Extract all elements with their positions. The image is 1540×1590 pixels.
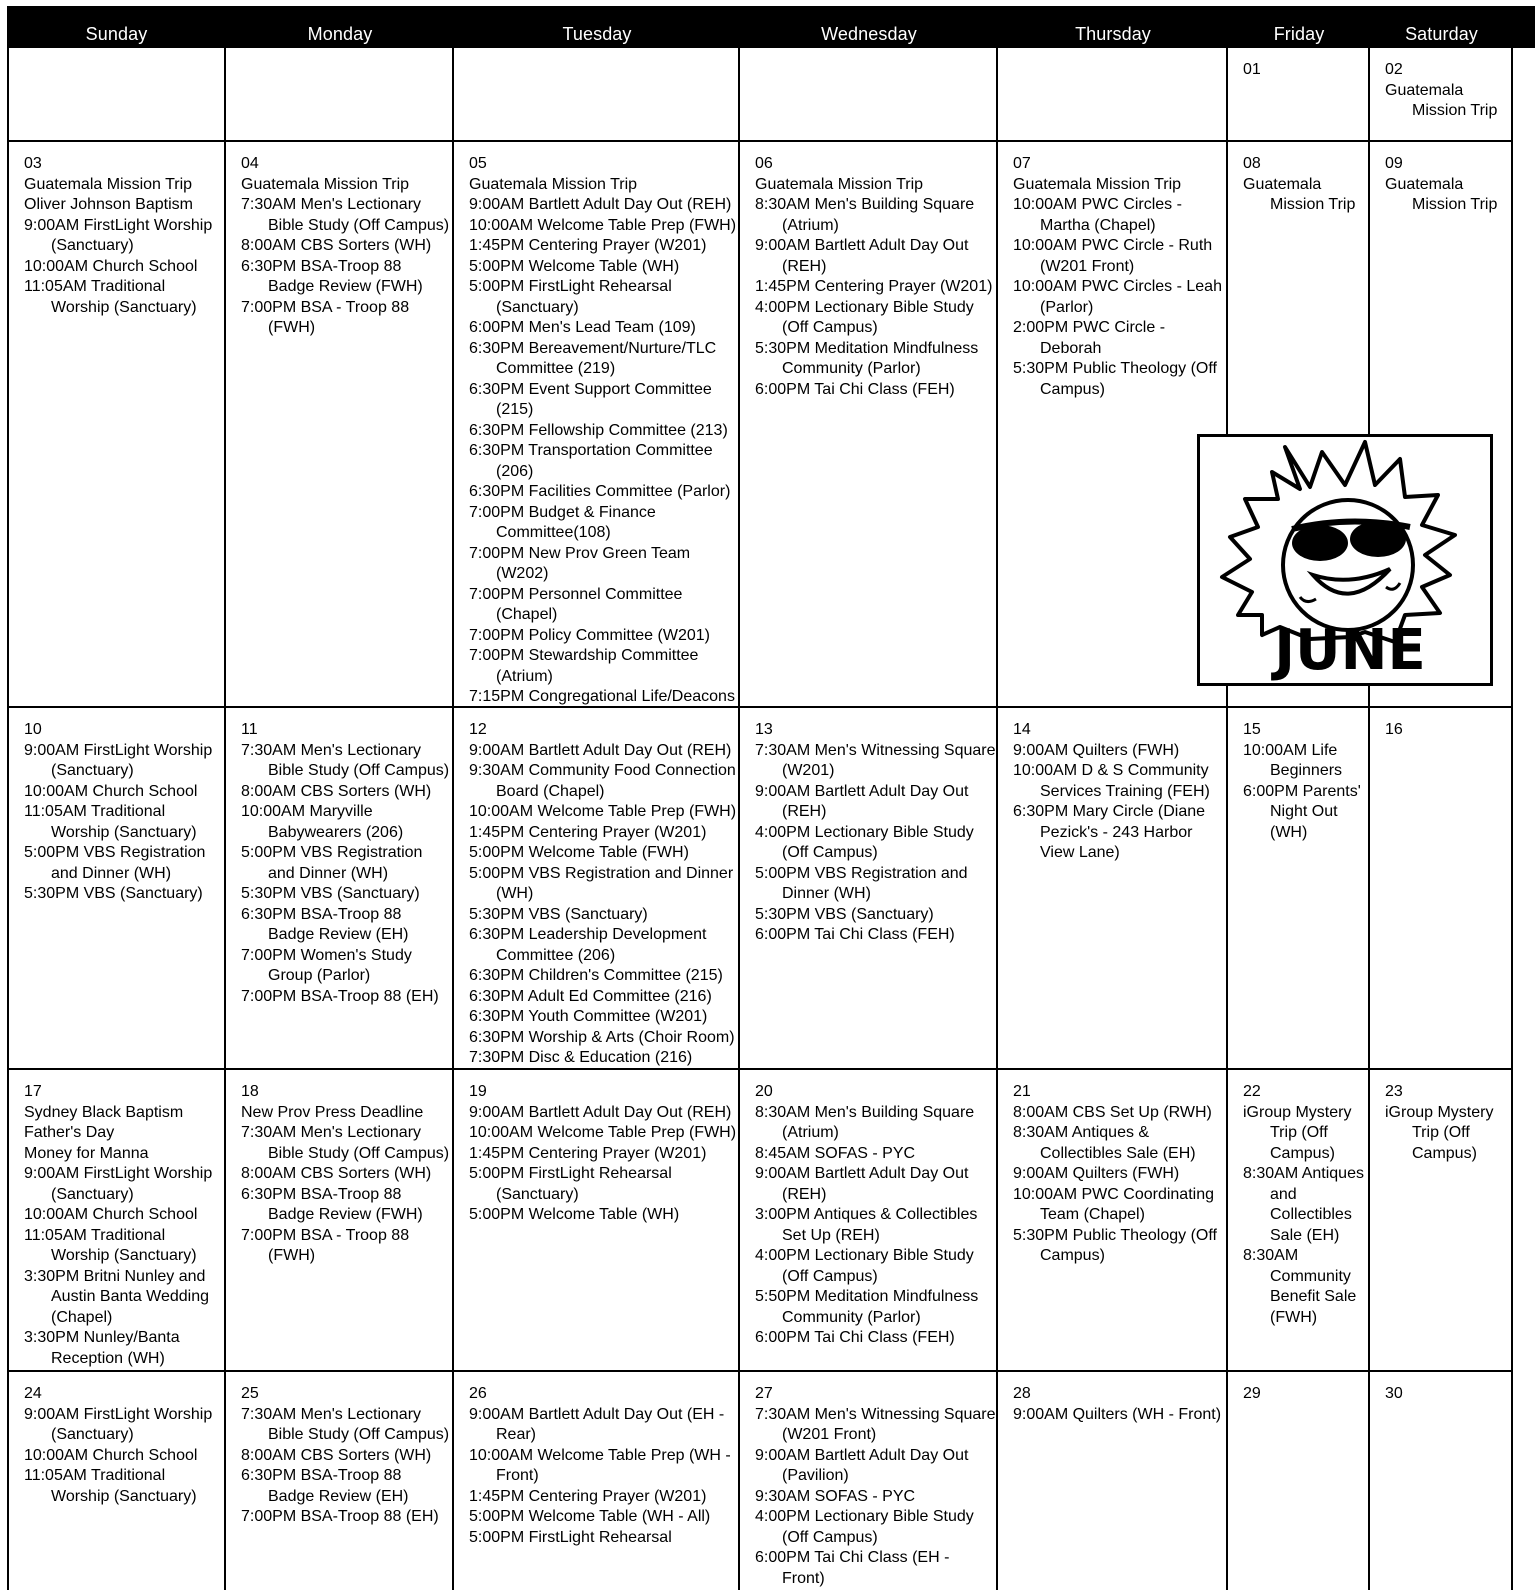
day-cell (454, 48, 740, 142)
calendar-event: 9:00AM Bartlett Adult Day Out (REH) (755, 782, 969, 820)
calendar-event: 6:30PM BSA-Troop 88 Badge Review (EH) (241, 905, 409, 943)
calendar-event: 10:00AM Church School (24, 1446, 198, 1464)
calendar-event: 9:00AM Quilters (FWH) (1013, 741, 1180, 759)
calendar-event: 10:00AM PWC Circle - Ruth (W201 Front) (1013, 237, 1213, 275)
calendar-event: 5:00PM VBS Registration and Dinner (WH) (241, 844, 423, 882)
calendar-event: 5:00PM Welcome Table (WH) (469, 1206, 680, 1223)
day-cell (740, 48, 998, 142)
calendar-event: 5:30PM VBS (Sanctuary) (469, 905, 648, 923)
calendar-event: 9:00AM FirstLight Worship (Sanctuary) (24, 1405, 213, 1443)
day-cell (740, 1070, 998, 1372)
calendar-event: 1:45PM Centering Prayer (W201) (469, 823, 707, 841)
calendar-event: 10:00AM Welcome Table Prep (FWH) (469, 216, 737, 234)
calendar-event: 6:00PM Parents' Night Out (WH) (1243, 782, 1361, 841)
day-number: 13 (755, 721, 773, 738)
day-number: 27 (755, 1385, 773, 1402)
calendar-event: 11:05AM Traditional Worship (Sanctuary) (24, 1467, 197, 1505)
day-cell (226, 48, 454, 142)
calendar-event: 5:00PM VBS Registration and Dinner (WH) (469, 864, 734, 902)
day-number: 08 (1243, 155, 1261, 172)
day-number: 24 (24, 1385, 42, 1402)
calendar-event: 7:00PM Stewardship Committee (Atrium) (469, 647, 699, 685)
calendar (7, 6, 1535, 1590)
calendar-event: Guatemala Mission Trip (1385, 175, 1498, 213)
calendar-event: 5:00PM FirstLight Rehearsal (469, 1528, 672, 1546)
calendar-event: Father's Day (24, 1124, 115, 1141)
calendar-event: 9:00AM Bartlett Adult Day Out (REH) (755, 237, 969, 275)
calendar-event: Money for Manna (24, 1144, 149, 1162)
calendar-event: 5:00PM Welcome Table (WH - All) (469, 1508, 711, 1525)
calendar-event: 11:05AM Traditional Worship (Sanctuary) (24, 278, 197, 316)
calendar-event: New Prov Press Deadline (241, 1103, 424, 1121)
day-cell (226, 142, 454, 708)
day-cell (998, 48, 1228, 142)
calendar-event: 1:45PM Centering Prayer (W201) (469, 1487, 707, 1505)
calendar-event: 4:00PM Lectionary Bible Study (Off Campus) (755, 823, 974, 861)
calendar-event: 6:30PM Youth Committee (W201) (469, 1008, 708, 1025)
calendar-event: 9:00AM Bartlett Adult Day Out (REH) (469, 741, 732, 759)
day-number: 30 (1385, 1385, 1403, 1402)
calendar-event: 6:00PM Tai Chi Class (FEH) (755, 926, 955, 943)
day-cell (740, 708, 998, 1070)
calendar-event: 7:30PM Disc & Education (216) (469, 1049, 693, 1066)
weekday-monday: Monday (307, 24, 373, 44)
calendar-event: 6:30PM Children's Committee (215) (469, 967, 723, 984)
calendar-event: 9:00AM Quilters (WH - Front) (1013, 1405, 1222, 1423)
day-cell (1228, 1372, 1370, 1590)
calendar-event: 5:30PM VBS (Sanctuary) (755, 905, 934, 923)
calendar-event: 10:00AM Church School (24, 257, 198, 275)
day-number: 20 (755, 1083, 773, 1100)
day-cell (1370, 1372, 1513, 1590)
calendar-event: Sydney Black Baptism (24, 1103, 184, 1121)
calendar-event: 5:50PM Meditation Mindfulness Community (Parlor) (755, 1288, 979, 1326)
calendar-event: 7:30AM Men's Lectionary Bible Study (Off Campus) (241, 1405, 450, 1443)
day-cell (998, 1372, 1228, 1590)
calendar-event: Guatemala Mission Trip (469, 175, 638, 193)
day-cell (7, 1070, 226, 1372)
day-cell (226, 1372, 454, 1590)
calendar-event: 5:00PM VBS Registration and Dinner (WH) (24, 844, 206, 882)
logo-text: JUNE (1274, 618, 1426, 683)
day-cell (7, 48, 226, 142)
calendar-event: 7:00PM BSA - Troop 88 (FWH) (241, 1226, 410, 1264)
day-number: 02 (1385, 61, 1403, 78)
day-cell (226, 708, 454, 1070)
day-number: 14 (1013, 721, 1031, 738)
calendar-event: 8:30AM Men's Building Square (Atrium) (755, 196, 975, 234)
calendar-event: 8:00AM CBS Sorters (WH) (241, 782, 432, 800)
day-number: 10 (24, 721, 42, 738)
day-number: 15 (1243, 721, 1261, 738)
day-number: 11 (241, 721, 258, 738)
calendar-event: 7:00PM BSA-Troop 88 (EH) (241, 1508, 439, 1525)
calendar-event: 7:15PM Congregational Life/Deacons (469, 688, 735, 705)
day-cell (7, 142, 226, 708)
calendar-event: 6:30PM BSA-Troop 88 Badge Review (EH) (241, 1467, 409, 1505)
day-cell (454, 1372, 740, 1590)
day-number: 18 (241, 1083, 259, 1100)
calendar-event: 10:00AM Church School (24, 1206, 198, 1223)
calendar-event: 7:00PM New Prov Green Team (W202) (469, 544, 691, 582)
day-number: 06 (755, 155, 773, 172)
weekday-tuesday: Tuesday (562, 24, 632, 44)
calendar-event: 4:00PM Lectionary Bible Study (Off Campus) (755, 1247, 974, 1285)
calendar-event: 7:00PM Policy Committee (W201) (469, 626, 710, 644)
calendar-event: 10:00AM Maryville Babywearers (206) (241, 803, 404, 841)
calendar-event: 6:00PM Tai Chi Class (FEH) (755, 380, 955, 398)
calendar-event: 6:30PM Leadership Development Committee (206) (469, 926, 707, 964)
calendar-event: 11:05AM Traditional Worship (Sanctuary) (24, 803, 197, 841)
calendar-event: 7:30AM Men's Lectionary Bible Study (Off Campus) (241, 1124, 450, 1162)
weekday-thursday: Thursday (1075, 24, 1151, 44)
calendar-event: 10:00AM PWC Circles - Leah (Parlor) (1013, 278, 1222, 316)
calendar-event: Oliver Johnson Baptism (24, 196, 193, 213)
calendar-event: 7:30AM Men's Lectionary Bible Study (Off Campus) (241, 741, 450, 779)
day-number: 07 (1013, 155, 1031, 172)
weekday-header (7, 6, 1535, 48)
calendar-event: 10:00AM Welcome Table Prep (WH - Front) (469, 1446, 731, 1484)
calendar-event: 5:00PM FirstLight Rehearsal (Sanctuary) (469, 1165, 672, 1203)
calendar-event: 6:00PM Tai Chi Class (EH - Front) (755, 1549, 950, 1587)
calendar-event: 10:00AM Life Beginners (1243, 741, 1343, 779)
calendar-event: 8:30AM Antiques & Collectibles Sale (EH) (1013, 1124, 1196, 1162)
calendar-event: 9:00AM Bartlett Adult Day Out (Pavilion) (755, 1446, 969, 1484)
day-number: 16 (1385, 721, 1403, 738)
calendar-event: 7:00PM BSA-Troop 88 (EH) (241, 987, 439, 1005)
calendar-event: 6:30PM Mary Circle (Diane Pezick's - 243 Harbor View Lane) (1013, 803, 1206, 861)
day-cell (1370, 708, 1513, 1070)
weekday-saturday: Saturday (1405, 24, 1478, 44)
calendar-event: 6:30PM BSA-Troop 88 Badge Review (FWH) (241, 257, 423, 295)
calendar-event: 7:30AM Men's Lectionary Bible Study (Off Campus) (241, 196, 450, 234)
calendar-event: 5:30PM VBS (Sanctuary) (241, 885, 420, 902)
day-cell (998, 142, 1228, 708)
calendar-event: 6:30PM BSA-Troop 88 Badge Review (FWH) (241, 1185, 423, 1223)
june-sun-logo (1197, 434, 1493, 686)
sun-with-sunglasses-icon (1200, 437, 1490, 683)
day-number: 01 (1243, 61, 1261, 78)
calendar-event: Guatemala Mission Trip (1013, 175, 1182, 193)
day-number: 26 (469, 1385, 487, 1402)
calendar-event: 5:00PM Welcome Table (WH) (469, 257, 680, 275)
day-number: 09 (1385, 155, 1403, 172)
calendar-event: 4:00PM Lectionary Bible Study (Off Campus) (755, 1508, 974, 1546)
day-number: 21 (1013, 1083, 1031, 1100)
calendar-event: Guatemala Mission Trip (755, 175, 924, 193)
calendar-event: iGroup Mystery Trip (Off Campus) (1385, 1103, 1494, 1162)
day-cell (454, 1070, 740, 1372)
calendar-event: 6:30PM Fellowship Committee (213) (469, 421, 728, 439)
day-cell (1370, 1070, 1513, 1372)
day-number: 03 (24, 155, 42, 172)
day-cell (1228, 708, 1370, 1070)
day-cell (226, 1070, 454, 1372)
calendar-event: iGroup Mystery Trip (Off Campus) (1243, 1103, 1352, 1162)
day-cell (998, 1070, 1228, 1372)
calendar-event: 9:00AM FirstLight Worship (Sanctuary) (24, 1165, 213, 1203)
calendar-event: 8:45AM SOFAS - PYC (755, 1144, 916, 1162)
day-cell (740, 142, 998, 708)
calendar-event: 7:30AM Men's Witnessing Square (W201) (755, 741, 996, 779)
day-number: 19 (469, 1083, 487, 1100)
calendar-event: 3:00PM Antiques & Collectibles Set Up (REH) (755, 1206, 978, 1244)
calendar-event: 3:30PM Britni Nunley and Austin Banta Wedding (Chapel) (24, 1267, 210, 1326)
day-number: 17 (24, 1083, 42, 1100)
calendar-event: 10:00AM PWC Circles - Martha (Chapel) (1013, 196, 1182, 234)
calendar-event: 1:45PM Centering Prayer (W201) (469, 237, 707, 254)
calendar-event: 7:00PM Personnel Committee (Chapel) (469, 585, 683, 623)
calendar-event: 10:00AM Church School (24, 782, 198, 800)
calendar-event: 9:30AM SOFAS - PYC (755, 1487, 916, 1505)
calendar-event: 7:30AM Men's Witnessing Square (W201 Front) (755, 1405, 996, 1443)
calendar-event: 5:00PM Welcome Table (FWH) (469, 844, 689, 861)
calendar-event: 6:30PM Event Support Committee (215) (469, 380, 712, 418)
calendar-event: 6:30PM Bereavement/Nurture/TLC Committee (219) (469, 339, 717, 377)
calendar-event: 10:00AM D & S Community Services Training (FEH) (1013, 762, 1210, 800)
calendar-event: 6:30PM Adult Ed Committee (216) (469, 987, 712, 1005)
calendar-event: 9:00AM Bartlett Adult Day Out (REH) (755, 1165, 969, 1203)
calendar-event: 5:30PM Meditation Mindfulness Community (Parlor) (755, 339, 979, 377)
calendar-event: 9:00AM Quilters (FWH) (1013, 1165, 1180, 1182)
calendar-event: 8:00AM CBS Sorters (WH) (241, 237, 432, 254)
calendar-event: 8:00AM CBS Set Up (RWH) (1013, 1103, 1212, 1121)
calendar-event: 8:00AM CBS Sorters (WH) (241, 1446, 432, 1464)
calendar-event: 9:00AM FirstLight Worship (Sanctuary) (24, 741, 213, 779)
calendar-event: 7:00PM BSA - Troop 88 (FWH) (241, 298, 410, 336)
day-cell (740, 1372, 998, 1590)
day-number: 28 (1013, 1385, 1031, 1402)
calendar-event: 1:45PM Centering Prayer (W201) (469, 1144, 707, 1162)
calendar-event: 5:30PM VBS (Sanctuary) (24, 885, 203, 902)
day-number: 05 (469, 155, 487, 172)
calendar-event: 6:00PM Men's Lead Team (109) (469, 319, 696, 336)
calendar-event: 5:00PM FirstLight Rehearsal (Sanctuary) (469, 278, 672, 316)
calendar-event: 4:00PM Lectionary Bible Study (Off Campus) (755, 298, 974, 336)
calendar-event: 5:30PM Public Theology (Off Campus) (1013, 360, 1217, 398)
weekday-sunday: Sunday (85, 24, 148, 44)
calendar-event: 5:30PM Public Theology (Off Campus) (1013, 1226, 1217, 1264)
calendar-event: Guatemala Mission Trip (1385, 81, 1498, 119)
day-cell (7, 1372, 226, 1590)
day-cell (1228, 48, 1370, 142)
calendar-event: 10:00AM Welcome Table Prep (FWH) (469, 803, 737, 820)
calendar-event: 9:00AM FirstLight Worship (Sanctuary) (24, 216, 213, 254)
day-number: 25 (241, 1385, 259, 1402)
calendar-event: 8:30AM Community Benefit Sale (FWH) (1243, 1247, 1357, 1326)
day-cell (1370, 48, 1513, 142)
weekday-wednesday: Wednesday (821, 24, 917, 44)
calendar-event: 9:00AM Bartlett Adult Day Out (REH) (469, 196, 732, 213)
calendar-event: 6:00PM Tai Chi Class (FEH) (755, 1329, 955, 1346)
calendar-event: 8:00AM CBS Sorters (WH) (241, 1165, 432, 1182)
calendar-event: 8:30AM Antiques and Collectibles Sale (EH) (1243, 1165, 1364, 1244)
day-cell (998, 708, 1228, 1070)
calendar-event: 9:00AM Bartlett Adult Day Out (EH - Rear) (469, 1405, 725, 1443)
calendar-event: 6:30PM Transportation Committee (206) (469, 442, 713, 480)
calendar-event: 8:30AM Men's Building Square (Atrium) (755, 1103, 975, 1141)
day-number: 23 (1385, 1083, 1403, 1100)
calendar-event: 9:00AM Bartlett Adult Day Out (REH) (469, 1103, 732, 1121)
calendar-event: 10:00AM PWC Coordinating Team (Chapel) (1013, 1185, 1214, 1223)
day-cell (454, 708, 740, 1070)
day-number: 22 (1243, 1083, 1261, 1100)
calendar-event: Guatemala Mission Trip (1243, 175, 1356, 213)
day-cell (7, 708, 226, 1070)
calendar-event: 9:30AM Community Food Connection Board (Chapel) (469, 762, 736, 800)
calendar-event: 7:00PM Budget & Finance Committee(108) (469, 503, 656, 541)
calendar-event: 5:00PM VBS Registration and Dinner (WH) (755, 864, 968, 902)
calendar-event: 10:00AM Welcome Table Prep (FWH) (469, 1124, 737, 1141)
calendar-event: 1:45PM Centering Prayer (W201) (755, 278, 993, 295)
day-cell (1228, 1070, 1370, 1372)
calendar-event: 2:00PM PWC Circle - Deborah (1013, 319, 1166, 357)
day-number: 12 (469, 721, 487, 738)
calendar-event: 3:30PM Nunley/Banta Reception (WH) (24, 1329, 180, 1367)
calendar-event: Guatemala Mission Trip (241, 175, 410, 193)
calendar-event: 6:30PM Worship & Arts (Choir Room) (469, 1028, 735, 1046)
weekday-friday: Friday (1273, 24, 1325, 44)
day-cell (454, 142, 740, 708)
day-number: 29 (1243, 1385, 1261, 1402)
calendar-event: 6:30PM Facilities Committee (Parlor) (469, 483, 731, 500)
calendar-event: 11:05AM Traditional Worship (Sanctuary) (24, 1226, 197, 1264)
calendar-event: Guatemala Mission Trip (24, 175, 193, 193)
calendar-event: 7:00PM Women's Study Group (Parlor) (241, 946, 412, 984)
day-number: 04 (241, 155, 259, 172)
